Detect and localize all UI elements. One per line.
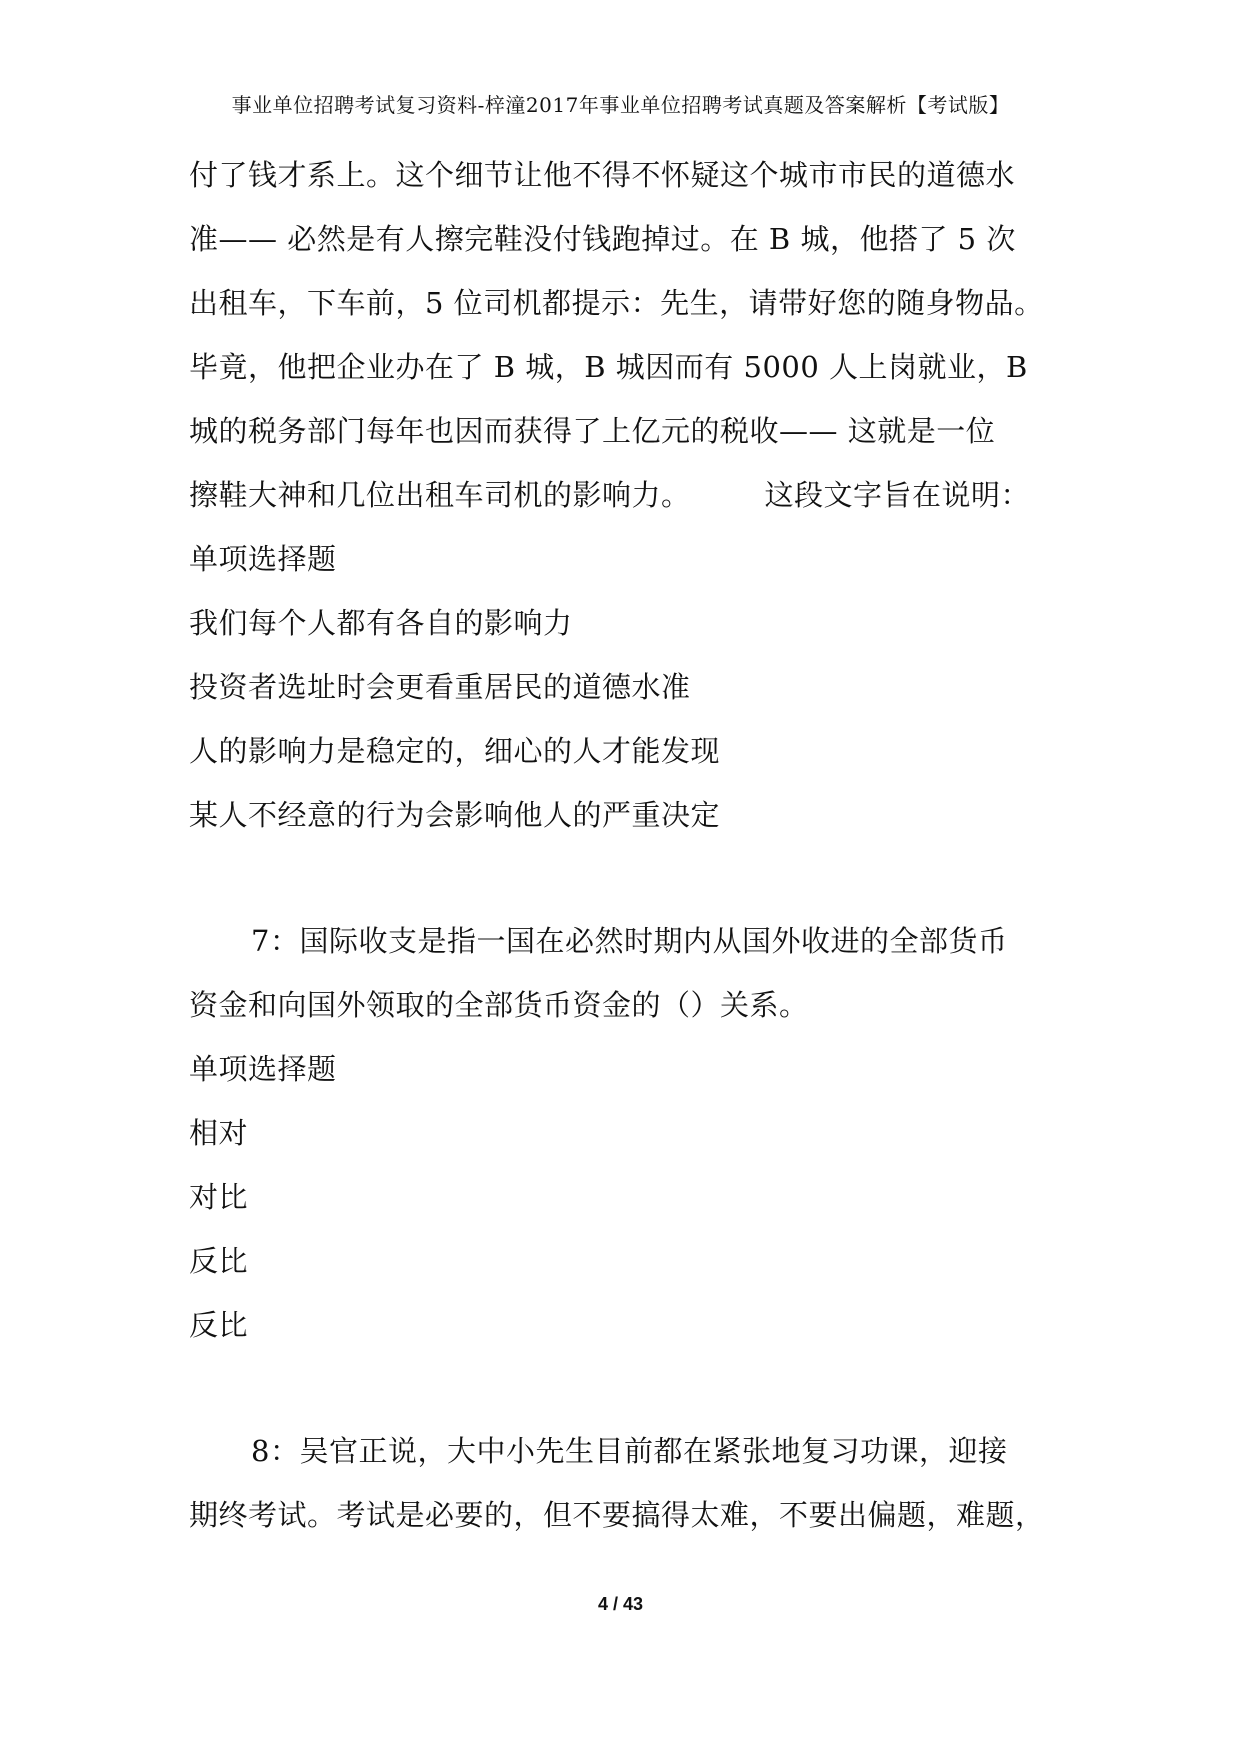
passage-line: 毕竟，他把企业办在了 B 城，B 城因而有 5000 人上岗就业，B <box>189 350 1028 384</box>
question-8-line: 8：吴官正说，大中小先生目前都在紧张地复习功课，迎接 <box>251 1434 1008 1468</box>
answer-option: 人的影响力是稳定的，细心的人才能发现 <box>189 734 721 768</box>
passage-line: 城的税务部门每年也因而获得了上亿元的税收—— 这就是一位 <box>189 414 996 448</box>
question-7-line: 7：国际收支是指一国在必然时期内从国外收进的全部货币 <box>251 924 1008 958</box>
answer-option: 相对 <box>189 1116 249 1150</box>
passage-line: 擦鞋大神和几位出租车司机的影响力。 这段文字旨在说明： <box>189 478 1031 512</box>
answer-option: 反比 <box>189 1308 249 1342</box>
answer-option: 某人不经意的行为会影响他人的严重决定 <box>189 798 721 832</box>
question-7-line: 资金和向国外领取的全部货币资金的（）关系。 <box>189 988 809 1022</box>
answer-option: 我们每个人都有各自的影响力 <box>189 606 573 640</box>
passage-line: 付了钱才系上。这个细节让他不得不怀疑这个城市市民的道德水 <box>189 158 1016 192</box>
spacer <box>189 859 1089 921</box>
question-type-label: 单项选择题 <box>189 542 337 576</box>
passage-line: 出租车，下车前，5 位司机都提示：先生，请带好您的随身物品。 <box>189 286 1044 320</box>
page-header: 事业单位招聘考试复习资料-梓潼2017年事业单位招聘考试真题及答案解析【考试版】 <box>231 93 1010 117</box>
spacer <box>189 1369 1089 1431</box>
answer-option: 反比 <box>189 1244 249 1278</box>
page-body <box>189 155 1089 1559</box>
question-type-label: 单项选择题 <box>189 1052 337 1086</box>
passage-line: 准—— 必然是有人擦完鞋没付钱跑掉过。在 B 城，他搭了 5 次 <box>189 222 1016 256</box>
page-number: 4 / 43 <box>597 1594 644 1614</box>
question-8-line: 期终考试。考试是必要的，但不要搞得太难，不要出偏题，难题， <box>189 1498 1045 1532</box>
answer-option: 对比 <box>189 1180 249 1214</box>
answer-option: 投资者选址时会更看重居民的道德水准 <box>189 670 691 704</box>
